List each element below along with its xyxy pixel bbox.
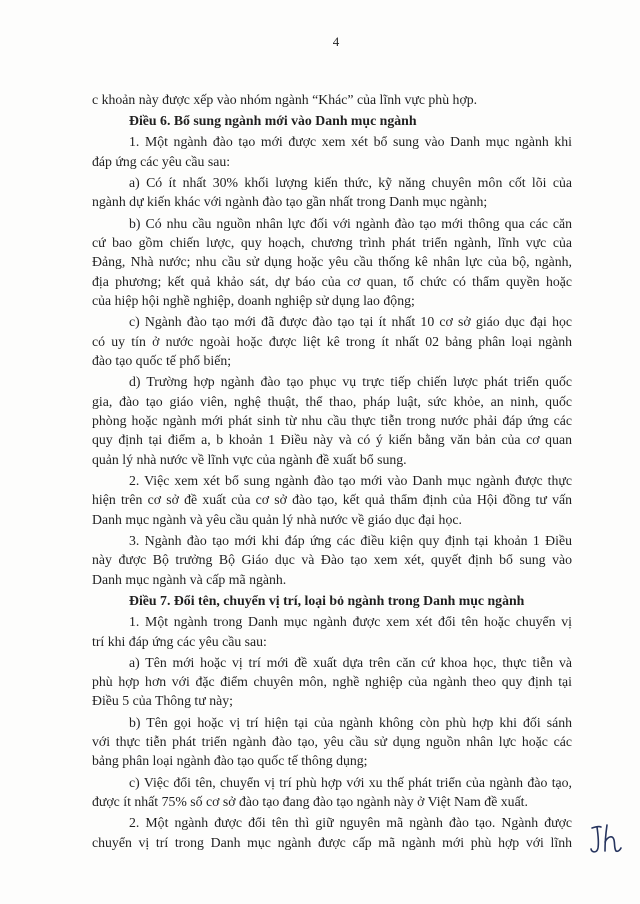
handwritten-initials [588, 822, 624, 856]
text-line: quản lý nhà nước về lĩnh vực của ngành đề xuất bổ sung. [92, 451, 407, 467]
text-line: d) Trường hợp ngành đào tạo phục vụ trực tiếp chiến lược phát triển quốc [129, 374, 572, 390]
text-line: ngành dự kiến khác với ngành đào tạo gần nhất trong Danh mục ngành; [92, 194, 488, 210]
text-line: chuyển vị trí trong Danh mục ngành được cấp mã ngành mới phù hợp với lĩnh [92, 834, 572, 850]
text-line: a) Có ít nhất 30% khối lượng kiến thức, kỹ năng chuyên môn cốt lõi của [129, 174, 572, 190]
text-line: phòng hoặc ngành mới phát sinh từ nhu cầu thực tiễn trong nước phải đáp ứng các [92, 413, 572, 429]
article-6-clause-3 [92, 531, 572, 589]
text-line: 2. Một ngành được đổi tên thì giữ nguyên mã ngành đào tạo. Ngành được [129, 815, 572, 831]
text-line: Danh mục ngành và cấp mã ngành. [92, 571, 287, 587]
continued-paragraph [92, 90, 572, 109]
text-line: có uy tín ở nước ngoài hoặc được liệt kê trong ít nhất 02 bảng phân loại ngành [92, 333, 572, 349]
article-6-point-a [92, 173, 572, 212]
article-7-point-c [92, 773, 572, 812]
article-7-point-b [92, 713, 572, 771]
text-line: Đảng, Nhà nước; nhu cầu sử dụng hoặc yêu cầu thống kê nhân lực của bộ, ngành, [92, 254, 572, 270]
text-line: Danh mục ngành và yêu cầu quản lý nhà nước về giáo dục đại học. [92, 511, 462, 527]
text-line: địa phương; kết quả khảo sát, dự báo của cơ quan, tổ chức có thẩm quyền hoặc [92, 273, 572, 289]
text-line: Điều 5 của Thông tư này; [92, 693, 233, 709]
text-line: phù hợp hơn với đặc điểm chuyên môn, nghề nghiệp của ngành theo quy định tại [92, 674, 572, 690]
text-line: đáp ứng các yêu cầu sau: [92, 153, 231, 169]
text-line: c) Việc đổi tên, chuyển vị trí phù hợp với xu thế phát triển của ngành đào tạo, [129, 774, 572, 790]
article-6-heading-block [92, 111, 572, 130]
text-line: cứ bao gồm chiến lược, quy hoạch, chương trình phát triển ngành, lĩnh vực của [92, 234, 572, 250]
article-6-clause-1 [92, 132, 572, 171]
text-line: b) Có nhu cầu nguồn nhân lực đối với ngành đào tạo mới thông qua các căn [129, 215, 572, 231]
article-7-point-a [92, 653, 572, 711]
text-line: với thực tiễn phát triển ngành đào tạo, yêu cầu sử dụng nguồn nhân lực hoặc các [92, 734, 572, 750]
article-6-point-d [92, 372, 572, 469]
text-line: trí khi đáp ứng các yêu cầu sau: [92, 633, 267, 649]
text-line: a) Tên mới hoặc vị trí mới đề xuất dựa trên căn cứ khoa học, thực tiễn và [129, 654, 572, 670]
article-7-clause-2 [92, 813, 572, 852]
text-line: c) Ngành đào tạo mới đã được đào tạo tại ít nhất 10 cơ sở giáo dục đại học [129, 314, 572, 330]
text-line: gia, đào tạo giáo viên, nghệ thuật, thể thao, pháp luật, sức khỏe, an ninh, quốc [92, 393, 572, 409]
text-line: đào tạo quốc tế phổ biến; [92, 353, 232, 369]
document-body [92, 90, 572, 852]
article-7-heading: Điều 7. Đổi tên, chuyển vị trí, loại bỏ ngành trong Danh mục ngành [129, 592, 525, 608]
text-line: 2. Việc xem xét bổ sung ngành đào tạo mới vào Danh mục ngành được thực [129, 473, 572, 488]
text-line: bảng phân loại ngành đào tạo quốc tế thông dụng; [92, 753, 368, 769]
text-line: này được Bộ trưởng Bộ Giáo dục và Đào tạo xem xét, quyết định bổ sung vào [92, 552, 572, 568]
text-line: của hiệp hội nghề nghiệp, doanh nghiệp sử dụng lao động; [92, 293, 415, 309]
text-line: hiện trên cơ sở đề xuất của cơ sở đào tạo, kết quả thẩm định của Hội đồng tư vấn [92, 492, 572, 508]
article-7-heading-block [92, 591, 572, 610]
article-6-point-b [92, 214, 572, 311]
text-line: 3. Ngành đào tạo mới khi đáp ứng các điều kiện quy định tại khoản 1 Điều [129, 532, 572, 548]
text-line: b) Tên gọi hoặc vị trí hiện tại của ngành không còn phù hợp khi đối sánh [129, 714, 572, 730]
article-7-clause-1 [92, 612, 572, 651]
article-6-point-c [92, 312, 572, 370]
text-line: c khoản này được xếp vào nhóm ngành “Khác” của lĩnh vực phù hợp. [92, 92, 478, 107]
text-line: được ít nhất 75% số cơ sở đào tạo đang đào tạo ngành này ở Việt Nam đề xuất. [92, 794, 528, 810]
text-line: quy định tại điểm a, b khoản 1 Điều này và có ý kiến bằng văn bản của cơ quan [92, 432, 572, 448]
article-6-heading: Điều 6. Bổ sung ngành mới vào Danh mục ngành [129, 113, 417, 129]
article-6-clause-2 [92, 471, 572, 529]
page-number: 4 [332, 34, 340, 49]
text-line: 1. Một ngành đào tạo mới được xem xét bổ sung vào Danh mục ngành khi [129, 134, 572, 150]
text-line: 1. Một ngành trong Danh mục ngành được xem xét đổi tên hoặc chuyển vị [129, 614, 572, 630]
